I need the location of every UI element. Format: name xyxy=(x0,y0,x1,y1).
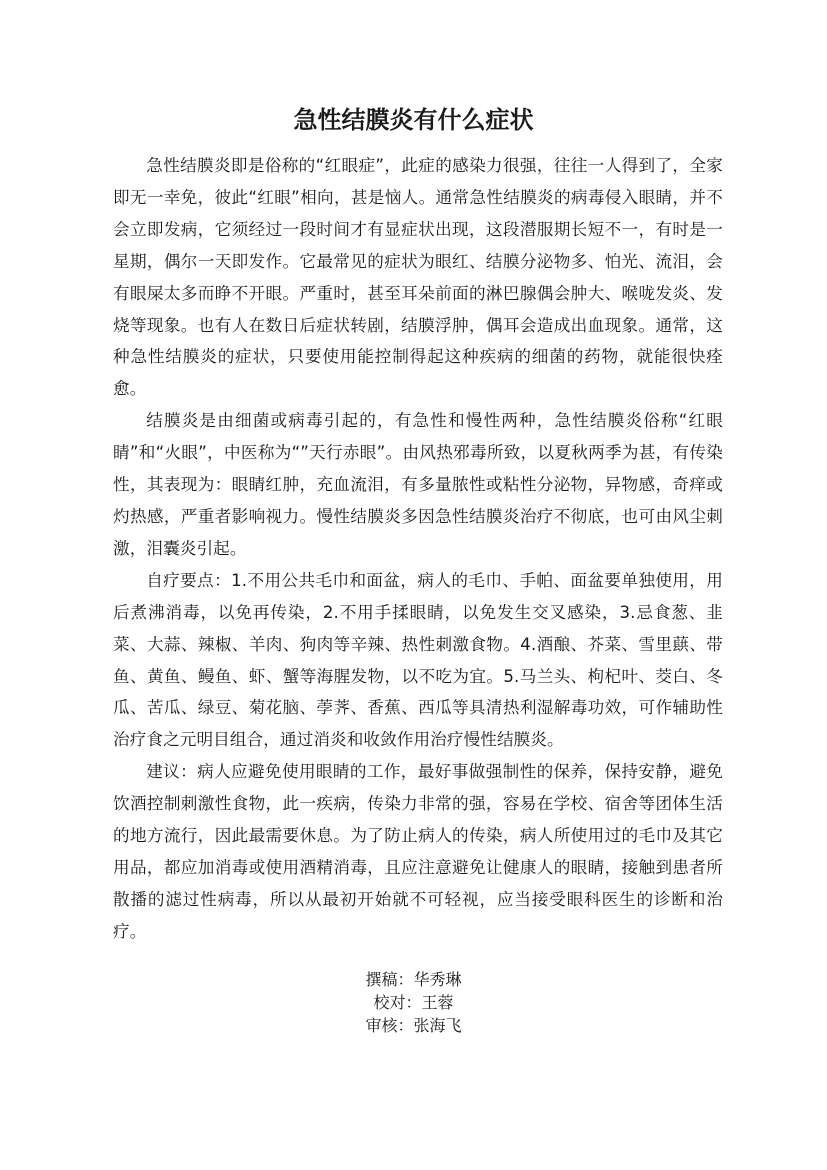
credit-proofreader: 校对：王蓉 xyxy=(373,993,454,1012)
paragraph-causes: 结膜炎是由细菌或病毒引起的，有急性和慢性两种，急性结膜炎俗称“红眼睛”和“火眼”，中医称为“”天行赤眼”。由风热邪毒所致，以夏秋两季为甚，有传染性，其表现为：眼睛红肿，充血流泪，有多量脓性或粘性分泌物，异物感，奇痒或灼热感，严重者影响视力。慢性结膜炎多因急性结膜炎治疗不彻底，也可由风尘刺激，泪囊炎引起。 xyxy=(113,411,723,558)
credit-reviewer: 审核：张海飞 xyxy=(365,1016,462,1035)
paragraph-self-care: 自疗要点：1.不用公共毛巾和面盆，病人的毛巾、手帕、面盆要单独使用，用后煮沸消毒，以免再传染，2.不用手揉眼睛，以免发生交叉感染，3.忌食葱、韭菜、大蒜、辣椒、羊肉、狗肉等辛辣、热性刺激食物。4.酒酿、芥菜、雪里蕻、带鱼、黄鱼、鳗鱼、虾、蟹等海腥发物，以不吃为宜。5.马兰头、枸杞叶、茭白、冬瓜、苦瓜、绿豆、菊花脑、荸荠、香蕉、西瓜等具清热利湿解毒功效，可作辅助性治疗食之元明目组合，通过消炎和收敛作用治疗慢性结膜炎。 xyxy=(113,570,723,750)
credit-author: 撰稿：华秀琳 xyxy=(365,970,462,989)
paragraph-advice: 建议：病人应避免使用眼睛的工作，最好事做强制性的保养，保持安静，避免饮酒控制刺激性食物，此一疾病，传染力非常的强，容易在学校、宿舍等团体生活的地方流行，因此最需要休息。为了防止病人的传染，病人所使用过的毛巾及其它用品，都应加消毒或使用酒精消毒，且应注意避免让健康人的眼睛，接触到患者所散播的滤过性病毒，所以从最初开始就不可轻视，应当接受眼科医生的诊断和治疗。 xyxy=(113,762,723,941)
page-title: 急性结膜炎有什么症状 xyxy=(293,105,534,134)
paragraph-symptoms: 急性结膜炎即是俗称的“红眼症”，此症的感染力很强，往往一人得到了，全家即无一幸免，彼此“红眼”相向，甚是恼人。通常急性结膜炎的病毒侵入眼睛，并不会立即发病，它须经过一段时间才有显症状出现，这段潜服期长短不一，有时是一星期，偶尔一天即发作。它最常见的症状为眼红、结膜分泌物多、怕光、流泪，会有眼屎太多而睁不开眼。严重时，甚至耳朵前面的淋巴腺偶会肿大、喉咙发炎、发烧等现象。也有人在数日后症状转剧，结膜浮肿，偶耳会造成出血现象。通常，这种急性结膜炎的症状，只要使用能控制得起这种疾病的细菌的药物，就能很快痊愈。 xyxy=(113,156,723,399)
credits-block xyxy=(0,968,827,1037)
article-body xyxy=(113,150,723,948)
